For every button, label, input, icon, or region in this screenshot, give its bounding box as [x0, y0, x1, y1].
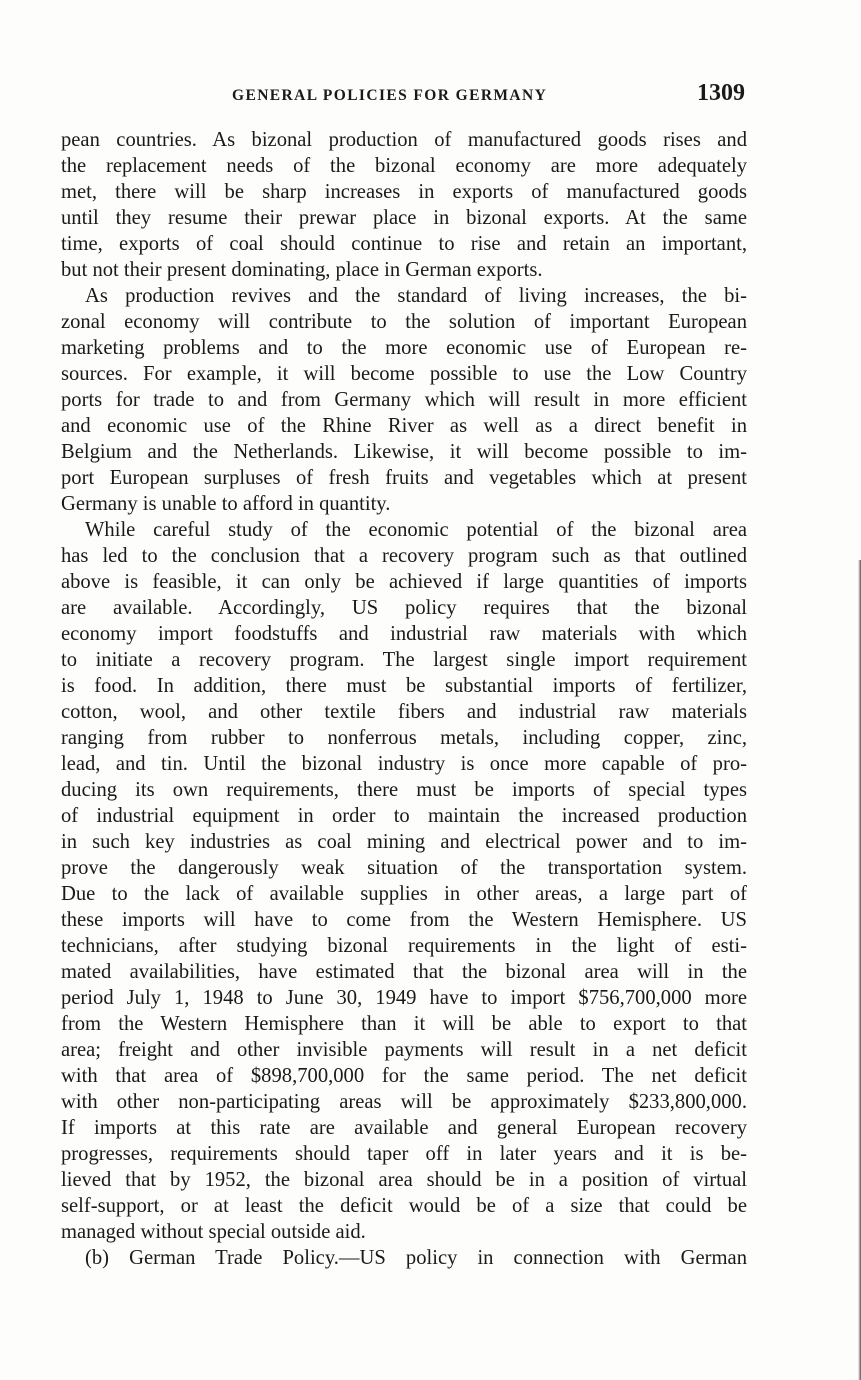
text-line: but not their present dominating, place in German exports. — [61, 259, 543, 281]
text-line: is food. In addition, there must be substantial imports of fertilizer, — [61, 675, 747, 697]
text-line: Due to the lack of available supplies in other areas, a large part of — [61, 883, 747, 905]
paragraph — [61, 517, 747, 1245]
text-line: As production revives and the standard of living increases, the bi- — [85, 285, 747, 307]
text-line: self-support, or at least the deficit would be of a size that could be — [61, 1195, 747, 1217]
text-line: lead, and tin. Until the bizonal industry is once more capable of pro- — [61, 753, 747, 775]
text-line: economy import foodstuffs and industrial raw materials with which — [61, 623, 747, 645]
text-line: marketing problems and to the more economic use of European re- — [61, 337, 747, 359]
text-line: ranging from rubber to nonferrous metals, including copper, zinc, — [61, 727, 747, 749]
text-line: with that area of $898,700,000 for the same period. The net deficit — [61, 1065, 747, 1087]
text-line: lieved that by 1952, the bizonal area should be in a position of virtual — [61, 1169, 747, 1191]
text-line: are available. Accordingly, US policy requires that the bizonal — [61, 597, 747, 619]
text-line: from the Western Hemisphere than it will be able to export to that — [61, 1013, 747, 1035]
text-line: above is feasible, it can only be achieved if large quantities of imports — [61, 571, 747, 593]
text-line: technicians, after studying bizonal requirements in the light of esti- — [61, 935, 747, 957]
text-line: Belgium and the Netherlands. Likewise, it will become possible to im- — [61, 441, 747, 463]
text-line: While careful study of the economic potential of the bizonal area — [85, 519, 747, 541]
text-line: prove the dangerously weak situation of the transportation system. — [61, 857, 747, 879]
text-line: has led to the conclusion that a recovery program such as that outlined — [61, 545, 747, 567]
text-line: (b) German Trade Policy.—US policy in connection with German — [85, 1247, 747, 1269]
text-line: of industrial equipment in order to maintain the increased production — [61, 805, 747, 827]
text-line: until they resume their prewar place in bizonal exports. At the same — [61, 207, 747, 229]
text-line: managed without special outside aid. — [61, 1221, 366, 1243]
text-line: met, there will be sharp increases in exports of manufactured goods — [61, 181, 747, 203]
text-line: cotton, wool, and other textile fibers and industrial raw materials — [61, 701, 747, 723]
text-line: pean countries. As bizonal production of manufactured goods rises and — [61, 129, 747, 151]
text-line: these imports will have to come from the Western Hemisphere. US — [61, 909, 747, 931]
text-line: period July 1, 1948 to June 30, 1949 have to import $756,700,000 more — [61, 987, 747, 1009]
text-line: zonal economy will contribute to the solution of important European — [61, 311, 747, 333]
text-line: port European surpluses of fresh fruits and vegetables which at present — [61, 467, 747, 489]
text-line: area; freight and other invisible payments will result in a net deficit — [61, 1039, 747, 1061]
text-line: mated availabilities, have estimated that the bizonal area will in the — [61, 961, 747, 983]
text-line: ports for trade to and from Germany which will result in more efficient — [61, 389, 747, 411]
paragraph — [61, 1245, 747, 1271]
text-line: progresses, requirements should taper off in later years and it is be- — [61, 1143, 747, 1165]
text-line: Germany is unable to afford in quantity. — [61, 493, 391, 515]
text-line: the replacement needs of the bizonal economy are more adequately — [61, 155, 747, 177]
paragraph — [61, 283, 747, 517]
text-line: with other non-participating areas will be approximately $233,800,000. — [61, 1091, 747, 1113]
text-line: time, exports of coal should continue to rise and retain an important, — [61, 233, 747, 255]
text-line: and economic use of the Rhine River as well as a direct benefit in — [61, 415, 747, 437]
body-text — [61, 127, 747, 1271]
text-line: in such key industries as coal mining and electrical power and to im- — [61, 831, 747, 853]
header-title: GENERAL POLICIES FOR GERMANY — [232, 87, 548, 104]
paragraph — [61, 127, 747, 283]
text-line: to initiate a recovery program. The largest single import requirement — [61, 649, 747, 671]
running-head — [0, 80, 861, 112]
page-number: 1309 — [697, 80, 745, 106]
text-line: If imports at this rate are available and general European recovery — [61, 1117, 747, 1139]
text-line: sources. For example, it will become possible to use the Low Country — [61, 363, 747, 385]
text-line: ducing its own requirements, there must be imports of special types — [61, 779, 747, 801]
